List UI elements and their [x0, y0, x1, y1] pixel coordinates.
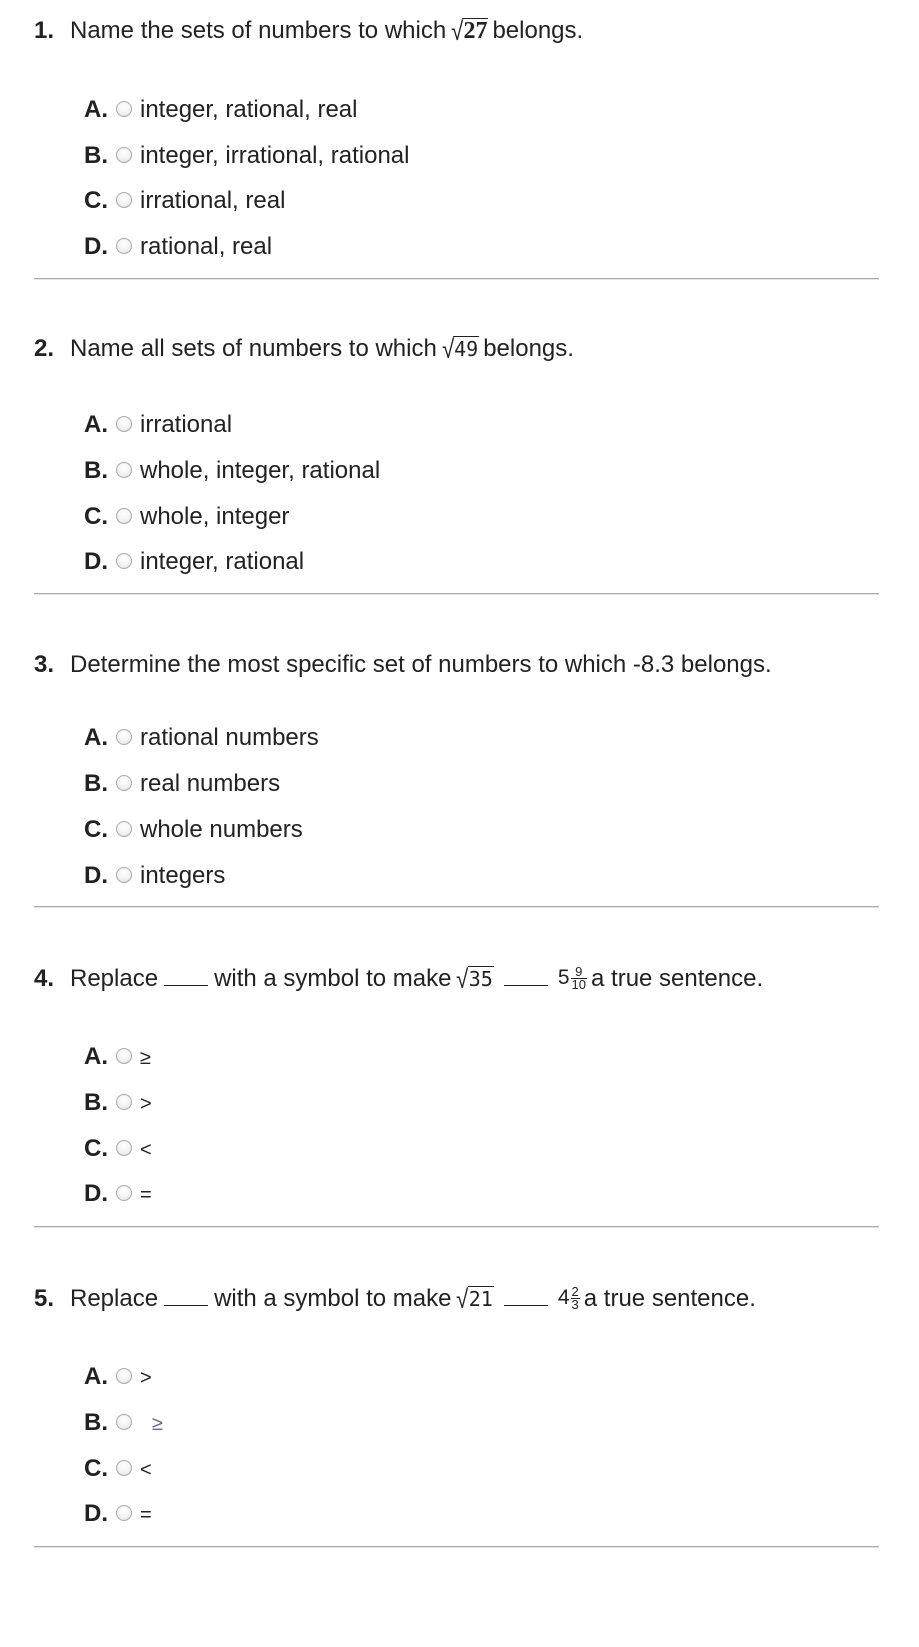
choice-label: whole, integer, rational — [140, 457, 381, 484]
radio-button[interactable] — [116, 238, 132, 254]
choice-letter: B. — [84, 1409, 108, 1436]
fraction-denominator: 10 — [571, 976, 587, 992]
radio-button[interactable] — [116, 1368, 132, 1384]
choice-label: = — [140, 1504, 152, 1526]
question-prompt — [34, 1282, 756, 1317]
choice-c[interactable] — [84, 1132, 152, 1166]
choice-letter: A. — [84, 96, 108, 123]
question-text-end: a true sentence. — [591, 965, 764, 992]
mixed-number — [558, 1280, 580, 1315]
question-text: Replace — [70, 965, 159, 992]
question-text-end: a true sentence. — [583, 1285, 756, 1312]
choice-c[interactable] — [84, 500, 289, 534]
choice-letter: A. — [84, 1363, 108, 1390]
comparison-blank — [504, 967, 548, 986]
choice-label: rational, real — [140, 233, 273, 260]
mixed-whole: 4 — [557, 1286, 570, 1310]
choice-a[interactable] — [84, 408, 232, 442]
choice-label: < — [140, 1139, 152, 1161]
square-root — [455, 1282, 493, 1316]
choice-letter: C. — [84, 816, 108, 843]
choice-label: < — [140, 1459, 152, 1481]
choice-b[interactable] — [84, 454, 380, 488]
choice-a[interactable] — [84, 721, 319, 755]
question-prompt — [34, 332, 574, 366]
answer-blank — [164, 1287, 208, 1306]
question-prompt — [34, 648, 772, 682]
square-root — [455, 962, 493, 996]
choice-c[interactable] — [84, 813, 303, 847]
question-prompt — [34, 962, 763, 997]
question-divider — [34, 1546, 879, 1547]
radio-button[interactable] — [116, 416, 132, 432]
choice-c[interactable] — [84, 1452, 152, 1486]
radio-button[interactable] — [116, 1140, 132, 1156]
choice-label: whole numbers — [140, 816, 303, 843]
choice-label: > — [140, 1367, 152, 1389]
choice-c[interactable] — [84, 184, 285, 218]
radical-sign-icon: √ — [451, 16, 464, 46]
choice-d[interactable] — [84, 859, 225, 893]
question-number: 3. — [34, 651, 55, 678]
choice-letter: D. — [84, 862, 108, 889]
choice-a[interactable] — [84, 1360, 152, 1394]
radical-sign-icon: √ — [456, 1284, 469, 1314]
choice-letter: B. — [84, 1089, 108, 1116]
radicand: 27 — [463, 18, 488, 44]
radio-button[interactable] — [116, 729, 132, 745]
radio-button[interactable] — [116, 462, 132, 478]
question-number: 1. — [34, 17, 55, 44]
choice-letter: B. — [84, 770, 108, 797]
radical-sign-icon: √ — [441, 334, 455, 364]
question-text: Name all sets of numbers to which — [70, 335, 437, 362]
question-text-end: belongs. — [483, 335, 574, 362]
question-number: 2. — [34, 335, 55, 362]
fraction-numerator: 2 — [571, 1283, 579, 1299]
choice-a[interactable] — [84, 1040, 151, 1074]
radicand: 21 — [468, 1287, 493, 1311]
question-divider — [34, 906, 879, 907]
radio-button[interactable] — [116, 1094, 132, 1110]
choice-letter: C. — [84, 1135, 108, 1162]
question-text: Name the sets of numbers to which — [70, 17, 447, 44]
radio-button[interactable] — [116, 147, 132, 163]
radio-button[interactable] — [116, 1048, 132, 1064]
radio-button[interactable] — [116, 1185, 132, 1201]
choice-b[interactable] — [84, 1406, 163, 1440]
choice-letter: D. — [84, 1180, 108, 1207]
choice-letter: A. — [84, 411, 108, 438]
answer-blank — [164, 967, 208, 986]
choice-letter: D. — [84, 233, 108, 260]
choice-d[interactable] — [84, 1177, 152, 1211]
choice-b[interactable] — [84, 1086, 152, 1120]
question-text-middle: with a symbol to make — [214, 1285, 452, 1312]
fraction — [571, 963, 587, 992]
choice-label: integers — [140, 862, 226, 889]
choice-letter: D. — [84, 548, 108, 575]
choice-label: integer, irrational, rational — [140, 142, 410, 169]
choice-letter: B. — [84, 142, 108, 169]
radio-button[interactable] — [116, 553, 132, 569]
choice-label: integer, rational, real — [140, 96, 358, 123]
choice-letter: B. — [84, 457, 108, 484]
fraction-numerator: 9 — [571, 966, 587, 979]
radio-button[interactable] — [116, 1460, 132, 1476]
radio-button[interactable] — [116, 192, 132, 208]
choice-label: = — [140, 1184, 152, 1206]
radicand: 35 — [468, 967, 493, 991]
question-text: Determine the most specific set of numbers to which -8.3 belongs. — [70, 651, 772, 678]
choice-letter: C. — [84, 187, 108, 214]
choice-d[interactable] — [84, 1497, 152, 1531]
mixed-number — [558, 960, 587, 995]
question-divider — [34, 278, 879, 279]
radio-button[interactable] — [116, 1505, 132, 1521]
comparison-blank — [504, 1287, 548, 1306]
choice-d[interactable] — [84, 545, 304, 579]
choice-label: > — [140, 1093, 152, 1115]
radio-button[interactable] — [116, 867, 132, 883]
choice-letter: C. — [84, 503, 108, 530]
choice-b[interactable] — [84, 139, 409, 173]
choice-label: ≥ — [152, 1413, 163, 1435]
choice-letter: C. — [84, 1455, 108, 1482]
choice-label: irrational, real — [140, 187, 286, 214]
choice-letter: A. — [84, 724, 108, 751]
radical-sign-icon: √ — [456, 964, 469, 994]
question-divider — [34, 593, 879, 594]
question-number: 4. — [34, 965, 55, 992]
choice-d[interactable] — [84, 230, 272, 264]
radio-button[interactable] — [116, 508, 132, 524]
choice-label: ≥ — [140, 1047, 151, 1069]
question-divider — [34, 1226, 879, 1227]
square-root — [450, 14, 488, 48]
question-text: Replace — [70, 1285, 159, 1312]
radio-button[interactable] — [116, 101, 132, 117]
fraction — [571, 1283, 580, 1312]
choice-label: irrational — [140, 411, 233, 438]
fraction-denominator: 3 — [571, 1296, 579, 1312]
choice-label: integer, rational — [140, 548, 305, 575]
question-prompt — [34, 14, 583, 48]
choice-label: whole, integer — [140, 503, 290, 530]
choice-letter: A. — [84, 1043, 108, 1070]
radio-button[interactable] — [116, 1414, 132, 1430]
radio-button[interactable] — [116, 821, 132, 837]
square-root — [441, 332, 479, 366]
choice-letter: D. — [84, 1500, 108, 1527]
question-text-middle: with a symbol to make — [214, 965, 452, 992]
radicand: 49 — [454, 337, 479, 361]
choice-label: rational numbers — [140, 724, 319, 751]
choice-label: real numbers — [140, 770, 281, 797]
question-text-end: belongs. — [492, 17, 584, 44]
question-number: 5. — [34, 1285, 55, 1312]
choice-b[interactable] — [84, 767, 280, 801]
choice-a[interactable] — [84, 93, 357, 127]
radio-button[interactable] — [116, 775, 132, 791]
mixed-whole: 5 — [557, 966, 570, 990]
